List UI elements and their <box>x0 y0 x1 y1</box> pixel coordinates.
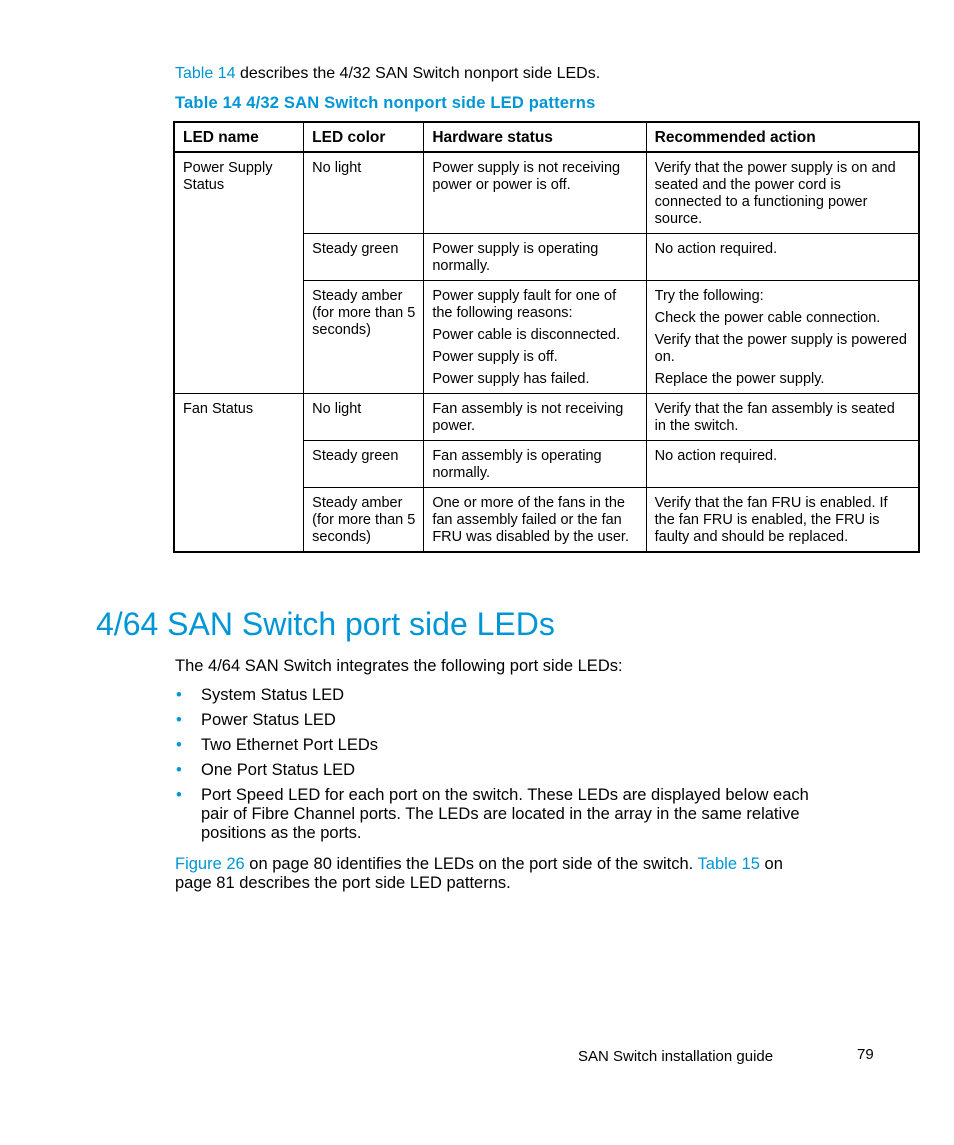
header-recommended-action: Recommended action <box>646 122 919 152</box>
footer-title: SAN Switch installation guide <box>578 1048 774 1065</box>
led-name-cell: Fan Status <box>174 394 304 553</box>
bullet-icon: • <box>176 761 182 779</box>
recommended-action-cell <box>646 394 919 441</box>
recommended-action-cell <box>646 488 919 553</box>
led-table <box>173 121 920 553</box>
led-color-cell: Steady green <box>304 234 424 281</box>
list-item-text: One Port Status LED <box>201 761 356 779</box>
action-line: Verify that the power supply is on and seated and the power cord is connected to a functioning power source. <box>654 160 896 227</box>
led-name-cell: Power Supply Status <box>174 152 304 394</box>
bullet-icon: • <box>176 736 182 754</box>
table-14-link[interactable]: Table 14 <box>175 65 236 82</box>
closing-paragraph <box>175 855 815 893</box>
bullet-icon: • <box>176 786 182 804</box>
table-body <box>174 152 919 552</box>
action-line: No action required. <box>654 241 778 257</box>
list-item <box>175 786 815 843</box>
intro-text: describes the 4/32 SAN Switch nonport side LEDs. <box>235 65 601 82</box>
status-line: Power supply fault for one of the following reasons: <box>432 288 617 321</box>
list-item-text: Two Ethernet Port LEDs <box>201 736 378 754</box>
action-line: Try the following: <box>654 288 764 304</box>
section-heading: 4/64 SAN Switch port side LEDs <box>96 606 555 642</box>
led-color-cell: Steady green <box>304 441 424 488</box>
led-color-cell: Steady amber (for more than 5 seconds) <box>304 281 424 394</box>
list-item <box>175 686 815 705</box>
hardware-status-cell <box>424 234 646 281</box>
list-item-text: Power Status LED <box>201 711 336 729</box>
status-line: Fan assembly is not receiving power. <box>432 401 624 434</box>
hardware-status-cell <box>424 441 646 488</box>
hardware-status-cell <box>424 281 646 394</box>
list-item <box>175 711 815 730</box>
recommended-action-cell <box>646 441 919 488</box>
table-header-row <box>174 122 919 152</box>
list-item <box>175 761 815 780</box>
figure-26-link[interactable]: Figure 26 <box>175 855 245 873</box>
status-line: Fan assembly is operating normally. <box>432 448 602 481</box>
hardware-status-cell <box>424 394 646 441</box>
closing-text-1: on page 80 identifies the LEDs on the port side of the switch. <box>244 855 698 873</box>
header-led-color: LED color <box>304 122 424 152</box>
hardware-status-cell <box>424 488 646 553</box>
table-caption: Table 14 4/32 SAN Switch nonport side LED patterns <box>175 94 596 112</box>
status-line: Power supply is operating normally. <box>432 241 599 274</box>
closing-text-2: on page 81 describes the port side LED patterns. <box>175 855 783 892</box>
table-row <box>174 394 919 441</box>
action-line: Verify that the power supply is powered on. <box>654 332 907 365</box>
action-line: Check the power cable connection. <box>654 310 881 326</box>
recommended-action-cell <box>646 152 919 234</box>
status-line: Power supply is not receiving power or power is off. <box>432 160 621 193</box>
table-row <box>174 152 919 234</box>
recommended-action-cell <box>646 234 919 281</box>
list-item-text: System Status LED <box>201 686 345 704</box>
led-color-cell: No light <box>304 394 424 441</box>
action-line: Verify that the fan assembly is seated in the switch. <box>654 401 895 434</box>
led-color-cell: No light <box>304 152 424 234</box>
led-color-cell: Steady amber (for more than 5 seconds) <box>304 488 424 553</box>
list-item <box>175 736 815 755</box>
bullet-icon: • <box>176 711 182 729</box>
action-line: Replace the power supply. <box>654 371 825 387</box>
bullet-icon: • <box>176 686 182 704</box>
intro-paragraph <box>175 64 600 84</box>
status-line: Power cable is disconnected. <box>432 327 621 343</box>
section-lead: The 4/64 SAN Switch integrates the following port side LEDs: <box>175 657 623 675</box>
action-line: Verify that the fan FRU is enabled. If the fan FRU is enabled, the FRU is faulty and should be replaced. <box>654 495 888 545</box>
action-line: No action required. <box>654 448 778 464</box>
recommended-action-cell <box>646 281 919 394</box>
hardware-status-cell <box>424 152 646 234</box>
header-led-name: LED name <box>174 122 304 152</box>
led-bullet-list <box>175 686 815 849</box>
list-item-text: Port Speed LED for each port on the switch. These LEDs are displayed below each pair of Fibre Channel ports. The LEDs are located in the array in the same relative positions as the ports. <box>201 786 809 842</box>
status-line: One or more of the fans in the fan assembly failed or the fan FRU was disabled by the user. <box>432 495 629 545</box>
table-15-link[interactable]: Table 15 <box>697 855 760 873</box>
status-line: Power supply is off. <box>432 349 558 365</box>
status-line: Power supply has failed. <box>432 371 590 387</box>
header-hardware-status: Hardware status <box>424 122 646 152</box>
page-number: 79 <box>857 1046 874 1063</box>
